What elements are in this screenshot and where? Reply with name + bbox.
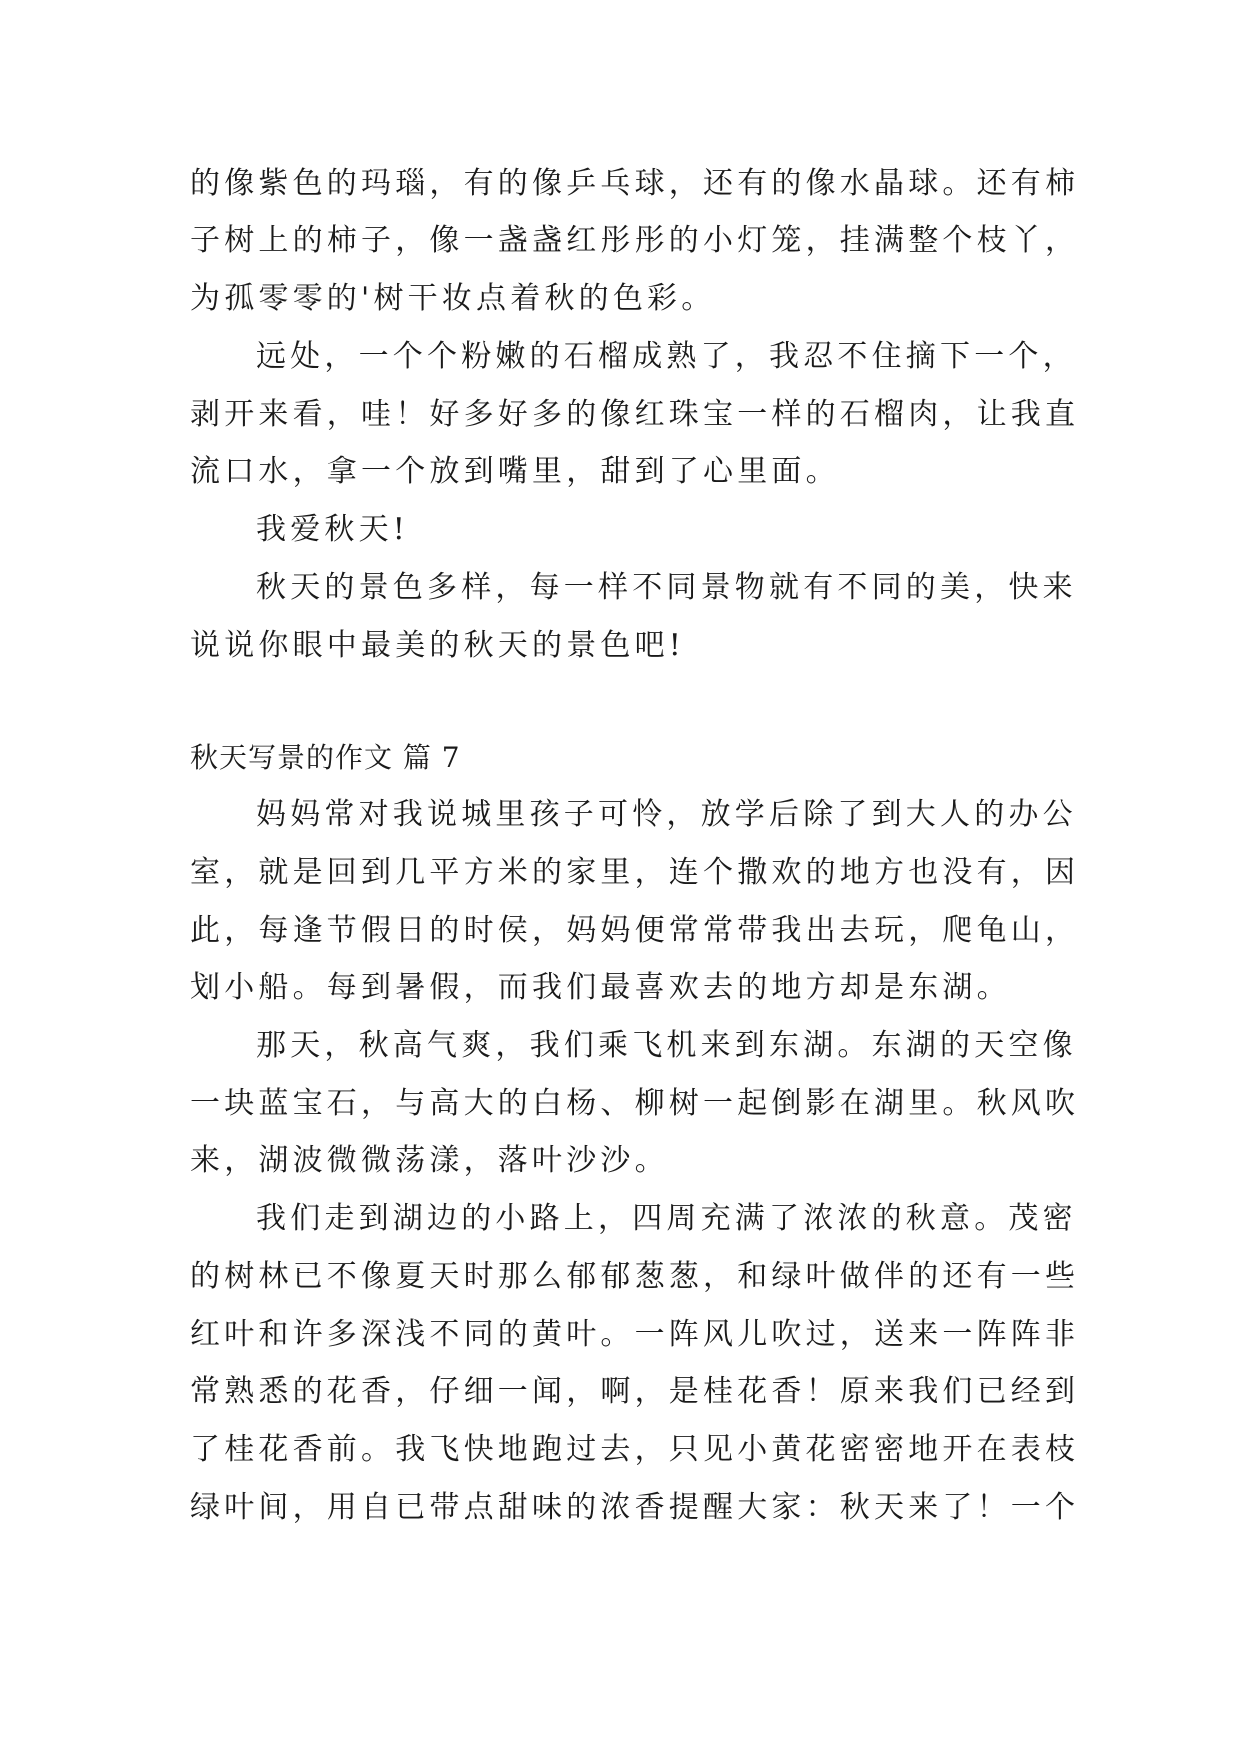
text-line: 我们走到湖边的小路上，四周充满了浓浓的秋意。茂密 [256,1201,1077,1236]
text-line: 远处，一个个粉嫩的石榴成熟了，我忍不住摘下一个， [256,339,1077,374]
text-line: 妈妈常对我说城里孩子可怜，放学后除了到大人的办公 [256,797,1077,832]
text-line: 室，就是回到几平方米的家里，连个撒欢的地方也没有，因 [190,855,1080,890]
text-line: 剥开来看，哇！好多好多的像红珠宝一样的石榴肉，让我直 [190,397,1080,432]
text-line: 红叶和许多深浅不同的黄叶。一阵风儿吹过，送来一阵阵非 [190,1317,1080,1352]
text-line: 常熟悉的花香，仔细一闻，啊，是桂花香！原来我们已经到 [190,1374,1080,1409]
text-line: 了桂花香前。我飞快地跑过去，只见小黄花密密地开在表枝 [190,1432,1080,1467]
text-line: 此，每逢节假日的时侯，妈妈便常常带我出去玩，爬龟山， [190,913,1080,948]
text-line: 一块蓝宝石，与高大的白杨、柳树一起倒影在湖里。秋风吹 [190,1086,1080,1121]
text-line: 划小船。每到暑假，而我们最喜欢去的地方却是东湖。 [190,970,1011,1005]
text-line: 说说你眼中最美的秋天的景色吧! [190,628,686,663]
text-line: 为孤零零的'树干妆点着秋的色彩。 [190,281,716,316]
section-title: 秋天写景的作文 篇 7 [190,741,461,774]
text-line: 我爱秋天! [256,512,410,547]
text-line: 流口水，拿一个放到嘴里，甜到了心里面。 [190,454,840,489]
text-line: 子树上的柿子，像一盏盏红彤彤的小灯笼，挂满整个枝丫， [190,223,1080,258]
text-line: 那天，秋高气爽，我们乘飞机来到东湖。东湖的天空像 [256,1028,1077,1063]
text-line: 的像紫色的玛瑙，有的像乒乓球，还有的像水晶球。还有柿 [190,166,1080,201]
text-line: 的树林已不像夏天时那么郁郁葱葱，和绿叶做伴的还有一些 [190,1259,1080,1294]
text-line: 秋天的景色多样，每一样不同景物就有不同的美，快来 [256,570,1077,605]
text-line: 来，湖波微微荡漾，落叶沙沙。 [190,1143,669,1178]
text-line: 绿叶间，用自已带点甜味的浓香提醒大家：秋天来了！一个 [190,1490,1080,1525]
